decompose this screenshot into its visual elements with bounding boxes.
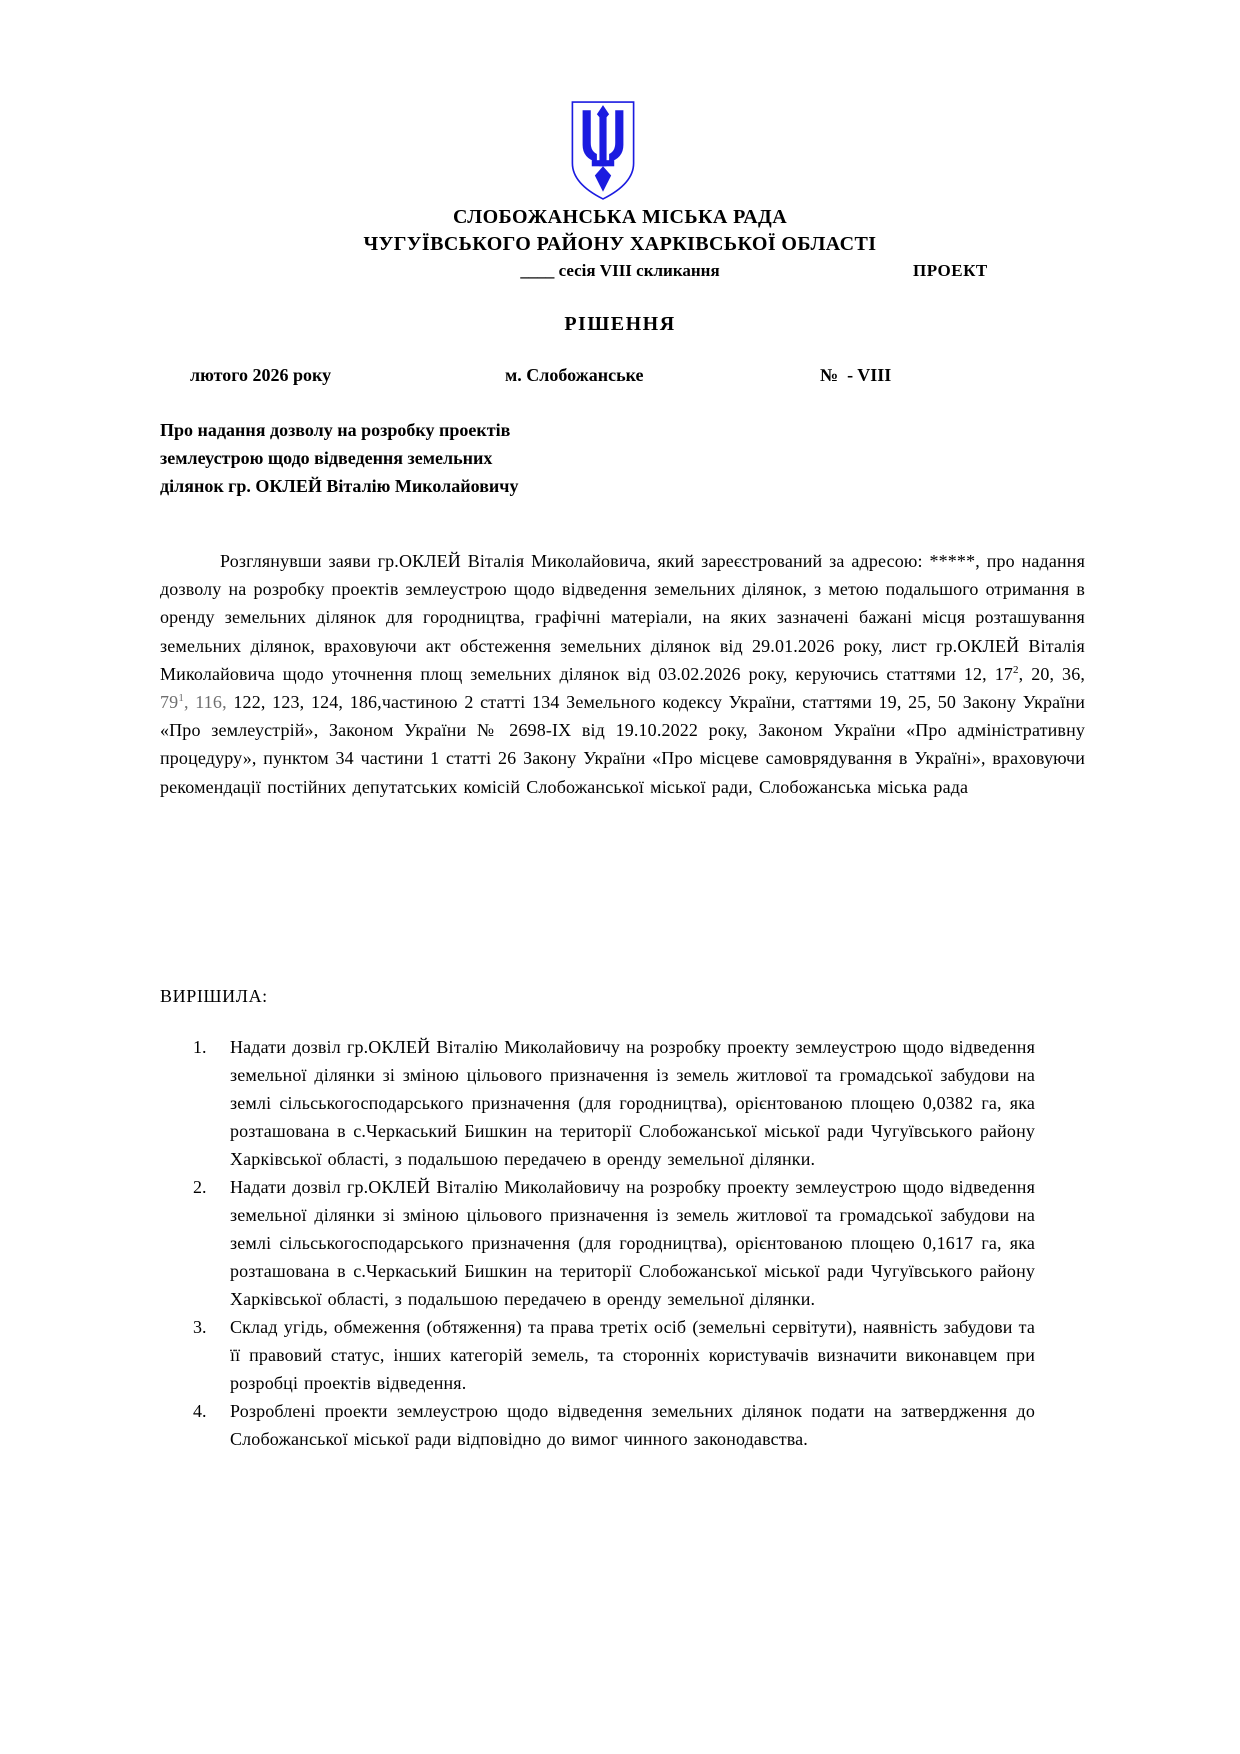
doc-type-heading: РІШЕННЯ	[564, 313, 676, 335]
subject-line-1: Про надання дозволу на розробку проектів	[160, 420, 511, 440]
tryzub-icon	[569, 100, 637, 202]
item-number: 3.	[193, 1317, 207, 1337]
superscript-2: 2	[1013, 663, 1019, 676]
resolution-heading: ВИРІШИЛА:	[160, 986, 268, 1006]
session-line: ____ сесія VIII скликання	[520, 261, 720, 280]
decision-list	[193, 1033, 1038, 1453]
preamble-gray-rest: , 116,	[183, 692, 227, 713]
list-item	[193, 1313, 1038, 1397]
item-text: Надати дозвіл гр.ОКЛЕЙ Віталію Миколайовичу на розробку проекту землеустрою щодо відведення земельної ділянки зі зміною цільового призначення із земель житлової та громадської забудови на землі сільськогосподарського призначення (для городництва), орієнтованою площею 0,0382 га, яка розташована в с.Черкаський Бишкин на території Слобожанської міської ради Чугуївського району Харківської області, з подальшою передачею в оренду земельної ділянки.	[230, 1037, 1035, 1169]
item-text: Надати дозвіл гр.ОКЛЕЙ Віталію Миколайовичу на розробку проекту землеустрою щодо відведення земельної ділянки зі зміною цільового призначення із земель житлової та громадської забудови на землі сільськогосподарського призначення (для городництва), орієнтованою площею 0,1617 га, яка розташована в с.Черкаський Бишкин на території Слобожанської міської ради Чугуївського району Харківської області, з подальшою передачею в оренду земельної ділянки.	[230, 1177, 1035, 1309]
item-number: 4.	[193, 1401, 207, 1421]
preamble-text: 122, 123, 124, 186,частиною 2 статті 134 Земельного кодексу України, статтями 19, 25, 50 Закону України «Про землеустрій», Законом України № 2698-ІХ від 19.10.2022 року, Законом України «Про адміністративну процедуру», пунктом 34 частини 1 статті 26 Закону України «Про місцеве самоврядування в Україні», враховуючи рекомендації постійних депутатських комісій Слобожанської міської ради, Слобожанська міська рада	[160, 692, 1086, 797]
doc-place: м. Слобожанське	[505, 365, 644, 385]
item-number: 1.	[193, 1037, 207, 1057]
preamble-gray-fragment	[160, 692, 227, 712]
item-number: 2.	[193, 1177, 207, 1197]
list-item	[193, 1397, 1038, 1453]
list-item	[193, 1173, 1038, 1313]
project-label: ПРОЕКТ	[913, 261, 988, 280]
subject-line-3: ділянок гр. ОКЛЕЙ Віталію Миколайовичу	[160, 476, 519, 496]
preamble-paragraph	[160, 547, 1085, 801]
org-name-line1: СЛОБОЖАНСЬКА МІСЬКА РАДА	[452, 206, 788, 228]
superscript-1: 1	[178, 692, 184, 705]
item-text: Склад угідь, обмеження (обтяження) та права третіх осіб (земельні сервітути), наявність забудови та її правовий статус, інших категорій земель, та сторонніх користувачів визначити виконавцем при розробці проектів відведення.	[230, 1317, 1035, 1393]
preamble-text: , 20, 36,	[1018, 663, 1085, 684]
org-name-line2: ЧУГУЇВСЬКОГО РАЙОНУ ХАРКІВСЬКОЇ ОБЛАСТІ	[363, 233, 877, 255]
list-item	[193, 1033, 1038, 1173]
doc-date: лютого 2026 року	[190, 365, 332, 385]
subject-block	[160, 416, 720, 500]
doc-number: № - VIII	[820, 365, 892, 385]
item-text: Розроблені проекти землеустрою щодо відведення земельних ділянок подати на затвердження до Слобожанської міської ради відповідно до вимог чинного законодавства.	[230, 1401, 1035, 1449]
subject-line-2: землеустрою щодо відведення земельних	[160, 448, 493, 468]
preamble-gray-number: 79	[160, 692, 179, 713]
preamble-text: Розглянувши заяви гр.ОКЛЕЙ Віталія Миколайовича, який зареєстрований за адресою: *****, про надання дозволу на розробку проектів землеустрою щодо відведення земельних ділянок, з метою подальшого отримання в оренду земельних ділянок для городництва, графічні матеріали, на яких зазначені бажані місця розташування земельних ділянок, враховуючи акт обстеження земельних ділянок від 29.01.2026 року, лист гр.ОКЛЕЙ Віталія Миколайовича щодо уточнення площ земельних ділянок від 03.02.2026 року, керуючись статтями 12, 17	[160, 551, 1085, 684]
